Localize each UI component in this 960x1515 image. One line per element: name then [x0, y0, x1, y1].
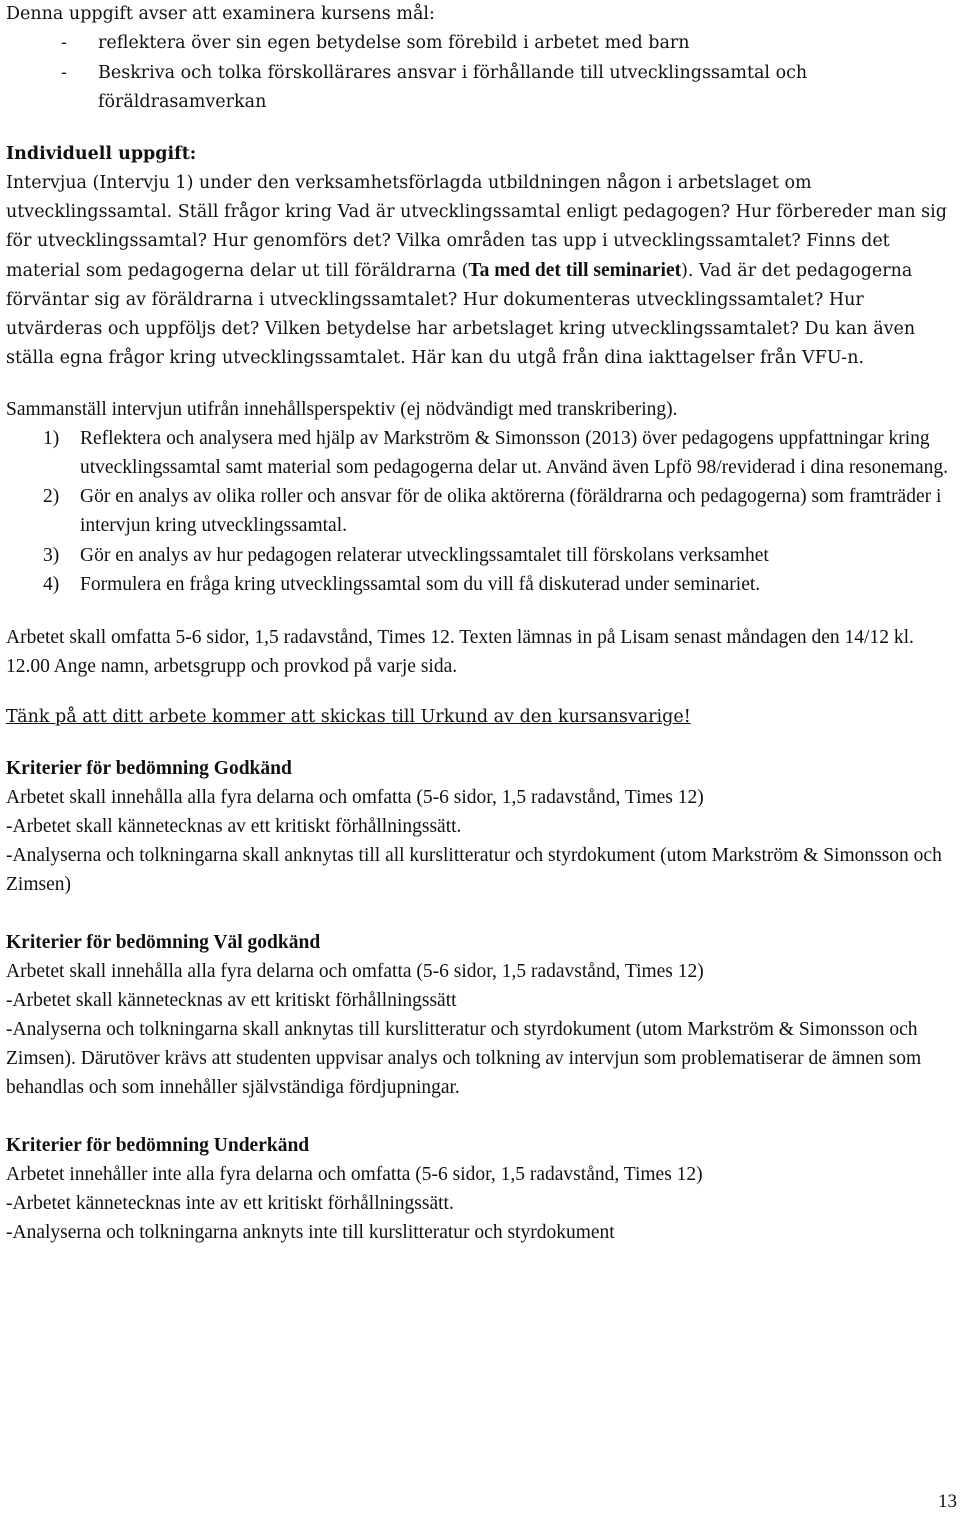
criteria-heading: Kriterier för bedömning Väl godkänd — [6, 932, 321, 954]
individual-task-part2: ). Vad är det pedagogerna förväntar sig av föräldrarna i utvecklingssamtalet? Hur dokumenteras utvecklingssamtalet? Hur utvärderas och uppföljs det? Vilken betydelse har arbetslaget kring utvecklingssamtalet? Du kan även ställa egna frågor kring utvecklingssamtalet. Här kan du utgå från dina iakttagelser från VFU-n. — [6, 260, 916, 368]
criteria-heading: Kriterier för bedömning Godkänd — [6, 758, 292, 780]
format-section — [6, 623, 951, 681]
document-page — [6, 0, 951, 1247]
individual-task-part1: Intervjua (Intervju 1) under den verksamhetsförlagda utbildningen någon i arbetslaget om utvecklingssamtal. Ställ frågor kring Vad är utvecklingssamtal enligt pedagogen? Hur förbereder man sig för utvecklingssamtal? Hur genomförs det? Vilka områden tas upp i utvecklingssamtalet? Finns det material som pedagogerna delar ut till föräldrarna ( — [6, 172, 947, 281]
summary-task-item — [6, 482, 951, 541]
intro-line: Denna uppgift avser att examinera kursens mål: — [6, 4, 435, 24]
urkund-section — [6, 703, 951, 732]
task-text: Gör en analys av olika roller och ansvar för de olika aktörerna (föräldrarna och pedagogerna) som framträder i intervjun kring utvecklingssamtal. — [80, 486, 942, 537]
course-goal-text: Beskriva och tolka förskollärares ansvar i förhållande till utvecklingssamtal och föräldrasamverkan — [98, 62, 808, 112]
course-goal-text: reflektera över sin egen betydelse som förebild i arbetet med barn — [98, 33, 690, 53]
criteria-line: Arbetet innehåller inte alla fyra delarna och omfatta (5-6 sidor, 1,5 radavstånd, Times 12) — [6, 1164, 703, 1186]
task-number: 2) — [43, 486, 60, 508]
dash-marker: - — [61, 62, 67, 83]
summary-lead: Sammanställ intervjun utifrån innehållsperspektiv (ej nödvändigt med transkribering). — [6, 398, 678, 420]
criteria-heading: Kriterier för bedömning Underkänd — [6, 1135, 310, 1157]
task-text: Formulera en fråga kring utvecklingssamtal som du vill få diskuterad under seminariet. — [80, 573, 761, 595]
criteria-line: Arbetet skall innehålla alla fyra delarna och omfatta (5-6 sidor, 1,5 radavstånd, Times 12) — [6, 787, 704, 809]
criteria-line: -Arbetet kännetecknas inte av ett kritiskt förhållningssätt. — [6, 1193, 454, 1215]
summary-task-list — [6, 424, 951, 600]
criteria-line: Arbetet skall innehålla alla fyra delarna och omfatta (5-6 sidor, 1,5 radavstånd, Times 12) — [6, 961, 704, 983]
task-number: 4) — [43, 573, 60, 595]
dash-marker: - — [61, 33, 67, 53]
bring-to-seminar-emphasis: Ta med det till seminariet — [468, 259, 682, 281]
criteria-fail-section — [6, 1131, 951, 1247]
course-goals-list — [6, 29, 951, 118]
page-number: 13 — [938, 1491, 957, 1512]
criteria-pass-section — [6, 754, 951, 899]
task-number: 3) — [43, 544, 60, 566]
course-goal-item — [6, 29, 951, 59]
individual-task-text — [6, 169, 951, 373]
individual-task-section — [6, 140, 951, 373]
individual-task-heading: Individuell uppgift: — [6, 143, 197, 164]
summary-task-item — [6, 424, 951, 483]
task-text: Reflektera och analysera med hjälp av Markström & Simonsson (2013) över pedagogens uppfattningar kring utvecklingssamtal samt material som pedagogerna delar ut. Använd även Lpfö 98/reviderad i dina resonemang. — [80, 427, 949, 478]
summary-task-item — [6, 570, 951, 599]
criteria-line: -Arbetet skall kännetecknas av ett kritiskt förhållningssätt — [6, 990, 457, 1012]
intro-section — [6, 0, 951, 118]
format-requirements: Arbetet skall omfatta 5-6 sidor, 1,5 radavstånd, Times 12. Texten lämnas in på Lisam senast måndagen den 14/12 kl. 12.00 Ange namn, arbetsgrupp och provkod på varje sida. — [6, 627, 914, 678]
criteria-line: -Analyserna och tolkningarna skall anknytas till all kurslitteratur och styrdokument (utom Markström & Simonsson och Zimsen) — [6, 845, 942, 896]
summary-task-item — [6, 541, 951, 570]
urkund-notice: Tänk på att ditt arbete kommer att skickas till Urkund av den kursansvarige! — [6, 707, 691, 728]
criteria-line: -Analyserna och tolkningarna anknyts inte till kurslitteratur och styrdokument — [6, 1222, 615, 1244]
task-number: 1) — [43, 427, 60, 449]
criteria-distinction-section — [6, 928, 951, 1102]
criteria-line: -Analyserna och tolkningarna skall anknytas till kurslitteratur och styrdokument (utom Markström & Simonsson och Zimsen). Därutöver krävs att studenten uppvisar analys och tolkning av intervjun som problematiserar de ämnen som behandlas och som innehåller självständiga fördjupningar. — [6, 1019, 922, 1099]
summary-section — [6, 395, 951, 600]
course-goal-item — [6, 59, 951, 118]
criteria-line: -Arbetet skall kännetecknas av ett kritiskt förhållningssätt. — [6, 816, 462, 838]
task-text: Gör en analys av hur pedagogen relaterar utvecklingssamtalet till förskolans verksamhet — [80, 544, 769, 566]
